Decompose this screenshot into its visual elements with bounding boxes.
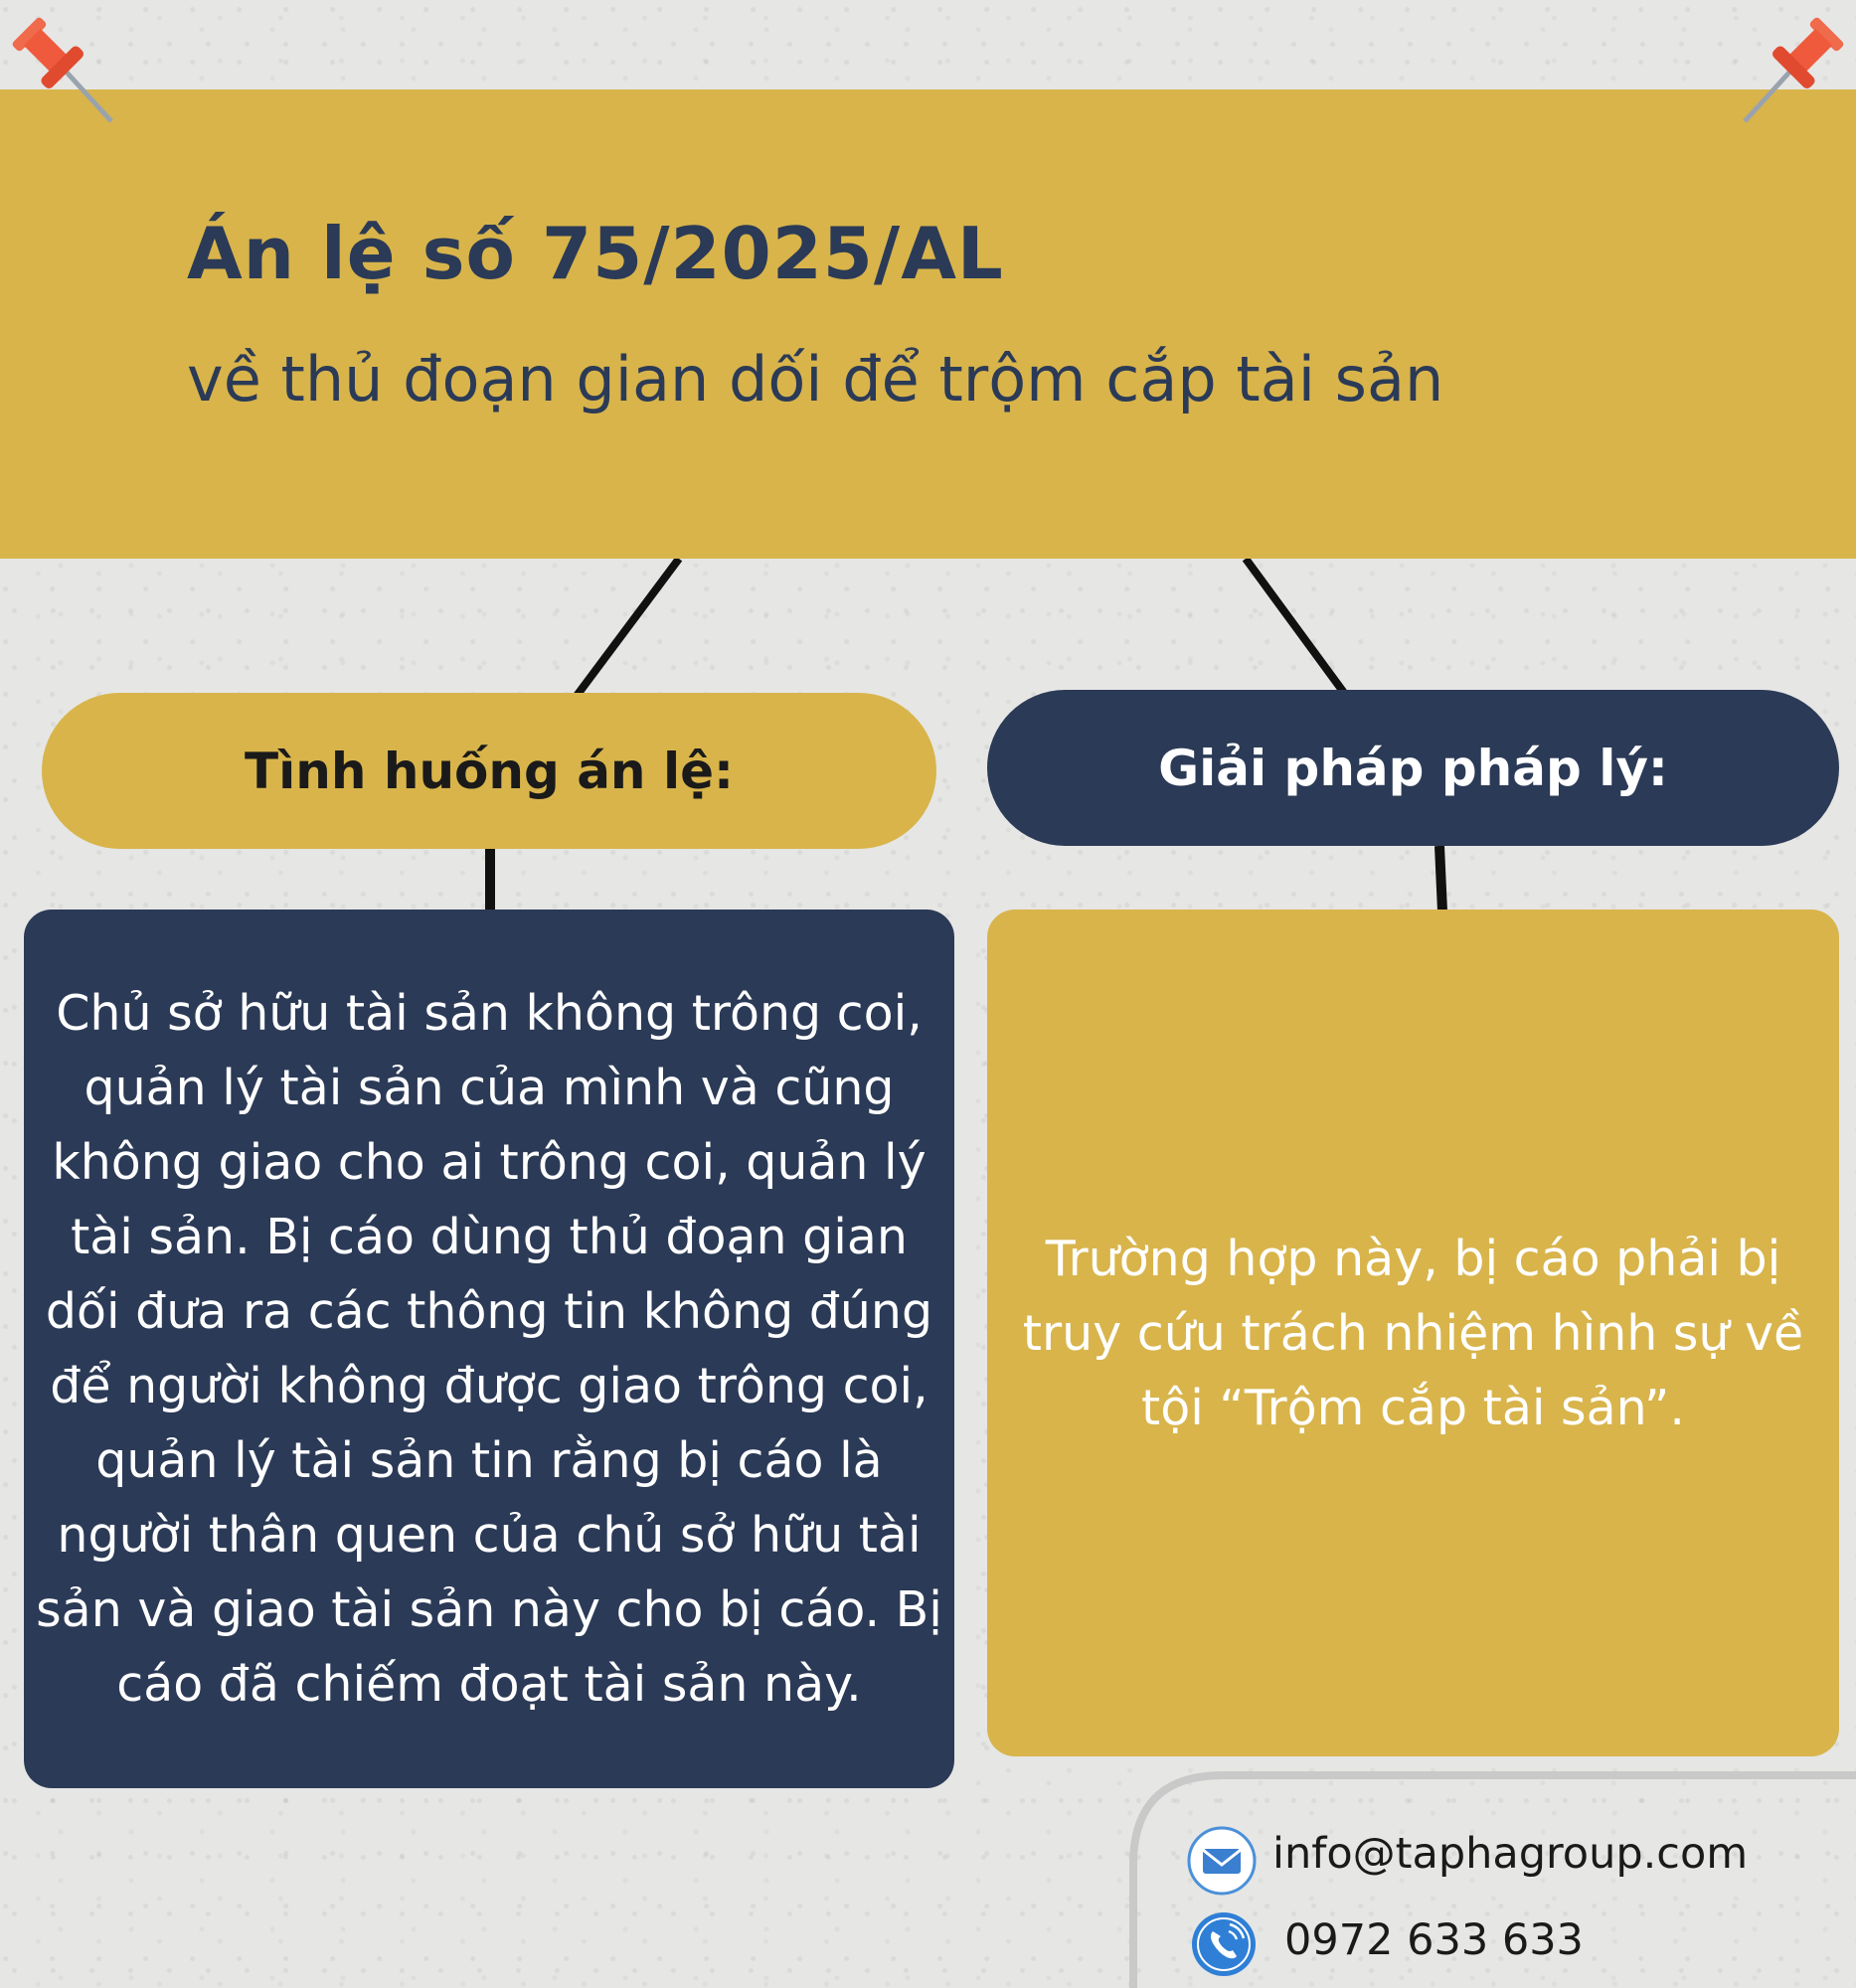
solution-box xyxy=(987,910,1839,1756)
case-box xyxy=(24,910,954,1788)
contact-phone[interactable]: 0972 633 633 xyxy=(1284,1915,1584,1965)
case-heading-pill xyxy=(42,693,936,849)
page-subtitle: về thủ đoạn gian dối để trộm cắp tài sản xyxy=(187,343,1444,415)
mail-icon xyxy=(1185,1824,1259,1898)
contact-email[interactable]: info@taphagroup.com xyxy=(1272,1829,1749,1879)
case-text: Chủ sở hữu tài sản không trông coi, quản lý tài sản của mình và cũng không giao cho ai trông coi, quản lý tài sản. Bị cáo dùng thủ đoạn gian dối đưa ra các thông tin không đúng để người không được giao trông coi, quản lý tài sản tin rằng bị cáo là người thân quen của chủ sở hữu tài sản và giao tài sản này cho bị cáo. Bị cáo đã chiếm đoạt tài sản này. xyxy=(36,985,942,1713)
solution-heading-pill xyxy=(987,690,1839,846)
pushpin-icon xyxy=(1727,0,1856,129)
connector-line xyxy=(1246,559,1344,693)
solution-heading: Giải pháp pháp lý: xyxy=(1158,739,1668,797)
case-heading: Tình huống án lệ: xyxy=(245,742,734,800)
connector-line xyxy=(1439,846,1442,911)
phone-icon xyxy=(1189,1909,1259,1979)
header-banner xyxy=(0,89,1856,559)
connector-line xyxy=(577,559,679,696)
solution-text: Trường hợp này, bị cáo phải bị truy cứu trách nhiệm hình sự về tội “Trộm cắp tài sản”. xyxy=(1022,1230,1804,1436)
pushpin-icon xyxy=(0,0,129,129)
page-title: Án lệ số 75/2025/AL xyxy=(187,212,1004,295)
